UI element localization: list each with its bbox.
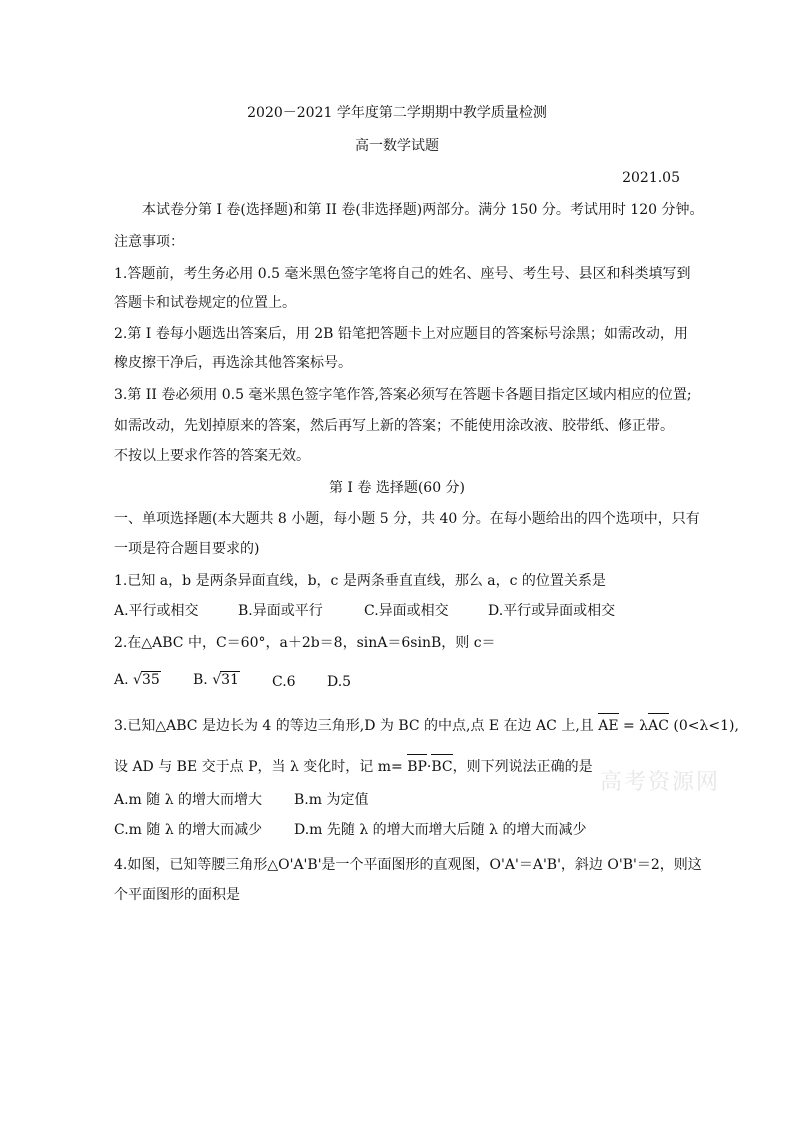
- note-line: 1.答题前，考生务必用 0.5 毫米黑色签字笔将自己的姓名、座号、考生号、县区和科类填写到: [114, 266, 691, 282]
- q1-option-d: D.平行或异面或相交: [488, 603, 616, 619]
- q3-lambda: = λ: [618, 718, 649, 734]
- watermark: 高考资源网: [600, 770, 721, 795]
- note-line: 答题卡和试卷规定的位置上。: [114, 295, 296, 311]
- q3-option-d: D.m 先随 λ 的增大而增大后随 λ 的增大而减少: [294, 822, 587, 838]
- q3-line2-text: 设 AD 与 BE 交于点 P，当 λ 变化时，记 m=: [114, 759, 408, 775]
- q2-option-a-label: A.: [114, 672, 129, 688]
- q3-stem-text: 3.已知△ABC 是边长为 4 的等边三角形,D 为 BC 的中点,点 E 在边 AC 上,且: [114, 718, 599, 734]
- q2-option-c: C.6: [272, 674, 296, 690]
- vector-ac: AC: [648, 718, 669, 734]
- part-instructions: 一项是符合题目要求的): [114, 541, 260, 557]
- exam-date: 2021.05: [622, 170, 680, 186]
- question-3-line2: [114, 757, 593, 777]
- intro-text: 本试卷分第 I 卷(选择题)和第 II 卷(非选择题)两部分。满分 150 分。考试用时 120 分钟。: [142, 202, 704, 218]
- exam-subtitle: 高一数学试题: [355, 138, 439, 154]
- q3-option-b: B.m 为定值: [294, 792, 369, 808]
- part-instructions: 一、单项选择题(本大题共 8 小题，每小题 5 分，共 40 分。在每小题给出的四个选项中，只有: [114, 511, 700, 527]
- dot-product-symbol: ·: [426, 759, 432, 775]
- vector-ae: AE: [598, 718, 619, 734]
- question-2-stem: 2.在△ABC 中，C＝60°，a＋2b＝8，sinA＝6sinB，则 c＝: [114, 635, 496, 651]
- q2-option-b-label: B.: [193, 672, 208, 688]
- note-line: 2.第 I 卷每小题选出答案后，用 2B 铅笔把答题卡上对应题目的答案标号涂黑；如需改动，用: [114, 326, 688, 342]
- q2-option-a-radicand: 35: [141, 672, 160, 688]
- q2-option-b: [193, 670, 240, 690]
- note-line: 如需改动，先划掉原来的答案，然后再写上新的答案；不能使用涂改液、胶带纸、修正带。: [114, 418, 674, 434]
- vector-bp: BP: [407, 759, 427, 775]
- q2-option-b-radicand: 31: [221, 672, 239, 688]
- vector-bc: BC: [431, 759, 453, 775]
- question-4-stem: 4.如图，已知等腰三角形△O'A'B'是一个平面图形的直观图，O'A'＝A'B'，斜边 O'B'＝2，则这: [114, 857, 702, 873]
- section-title: 第 I 卷 选择题(60 分): [328, 480, 466, 496]
- q1-option-a: A.平行或相交: [114, 603, 199, 619]
- question-1-stem: 1.已知 a，b 是两条异面直线，b，c 是两条垂直直线，那么 a，c 的位置关系是: [114, 573, 606, 589]
- exam-title: 2020－2021 学年度第二学期期中教学质量检测: [247, 105, 547, 121]
- q3-range: (0<λ<1),: [668, 718, 739, 734]
- question-4-stem: 个平面图形的面积是: [114, 887, 240, 903]
- question-3-stem: [114, 716, 739, 736]
- q1-option-b: B.异面或平行: [238, 603, 323, 619]
- note-line: 橡皮擦干净后，再选涂其他答案标号。: [114, 355, 352, 371]
- q2-option-a: [114, 670, 161, 690]
- q3-option-c: C.m 随 λ 的增大而减少: [114, 822, 263, 838]
- sqrt-symbol: √31: [212, 672, 239, 688]
- q3-option-a: A.m 随 λ 的增大而增大: [114, 792, 263, 808]
- sqrt-symbol: √35: [133, 672, 160, 688]
- note-line: 不按以上要求作答的答案无效。: [114, 448, 310, 464]
- notes-heading: 注意事项：: [114, 234, 184, 250]
- q3-line2-tail: ，则下列说法正确的是: [452, 759, 593, 775]
- note-line: 3.第 II 卷必须用 0.5 毫米黑色签字笔作答,答案必须写在答题卡各题目指定区域内相应的位置;: [114, 387, 692, 403]
- q2-option-d: D.5: [327, 674, 352, 690]
- q1-option-c: C.异面或相交: [364, 603, 449, 619]
